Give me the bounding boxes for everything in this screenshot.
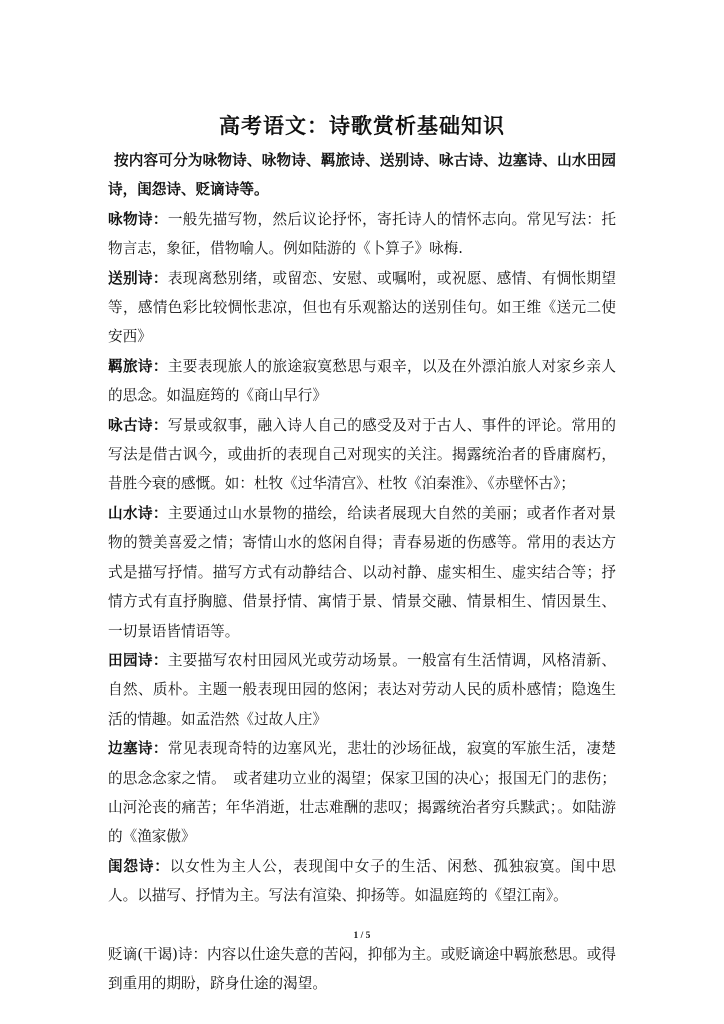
section-term: 山水诗：: [108, 504, 168, 522]
section-biansai: [108, 734, 616, 852]
section-term: 送别诗：: [108, 269, 168, 287]
section-jilv: [108, 352, 616, 411]
section-guiyuan: [108, 852, 616, 911]
section-text: 一般先描写物，然后议论抒怀，寄托诗人的情怀志向。常见写法：托物言志，象征，借物喻人。例如陆游的《卜算子》咏梅.: [108, 210, 616, 258]
section-text: 主要通过山水景物的描绘，给读者展现大自然的美丽；或者作者对景物的赞美喜爱之情；寄情山水的悠闲自得；青春易逝的伤感等。常用的表达方式是描写抒情。描写方式有动静结合、以动衬静、虚实相生、虚实结合等；抒情方式有直抒胸臆、借景抒情、寓情于景、情景交融、情景相生、情因景生、一切景语皆情语等。: [108, 504, 616, 640]
section-term: 咏物诗：: [108, 210, 168, 228]
section-term: 田园诗：: [108, 651, 168, 669]
document-body: [108, 146, 616, 998]
section-text: 常见表现奇特的边塞风光，悲壮的沙场征战，寂寞的军旅生活，凄楚的思念念家之情。 或者建功立业的渴望；保家卫国的决心；报国无门的悲伤；山河沦丧的痛苦；年华消逝，壮志难酬的悲叹；揭露统治者穷兵黩武；。如陆游的《渔家傲》: [108, 740, 616, 846]
section-term: 羁旅诗：: [108, 357, 168, 375]
closing-paragraph: 贬谪(干谒)诗：内容以仕途失意的苦闷，抑郁为主。或贬谪途中羁旅愁思。或得到重用的期盼，跻身仕途的渴望。: [108, 945, 616, 992]
section-term: 咏古诗：: [108, 416, 168, 434]
section-text: 写景或叙事，融入诗人自己的感受及对于古人、事件的评论。常用的写法是借古讽今，或曲折的表现自己对现实的关注。揭露统治者的昏庸腐朽，昔胜今衰的感慨。如：杜牧《过华清宫》、杜牧《泊秦淮》、《赤壁怀古》；: [108, 416, 616, 493]
intro-paragraph: 按内容可分为咏物诗、咏物诗、羁旅诗、送别诗、咏古诗、边塞诗、山水田园诗，闺怨诗、贬谪诗等。: [108, 152, 616, 199]
section-yonggu: [108, 411, 616, 499]
section-yongwu: [108, 205, 616, 264]
section-text: 主要表现旅人的旅途寂寞愁思与艰辛，以及在外漂泊旅人对家乡亲人的思念。如温庭筠的《商山早行》: [108, 357, 616, 405]
section-term: 边塞诗：: [108, 740, 168, 758]
section-shanshui: [108, 499, 616, 646]
section-term: 闺怨诗：: [108, 857, 170, 875]
section-text: 以女性为主人公，表现闺中女子的生活、闲愁、孤独寂寞。闺中思人。以描写、抒情为主。写法有渲染、抑扬等。如温庭筠的《望江南》。: [108, 857, 616, 905]
section-tianyuan: [108, 646, 616, 734]
page-title: 高考语文：诗歌赏析基础知识: [219, 113, 505, 138]
page-number: 1 / 5: [353, 931, 371, 941]
section-text: 表现离愁别绪，或留恋、安慰、或嘱咐，或祝愿、感情、有惆怅期望等，感情色彩比较惆怅悲凉，但也有乐观豁达的送别佳句。如王维《送元二使安西》: [108, 269, 616, 346]
section-songbie: [108, 264, 616, 352]
section-text: 主要描写农村田园风光或劳动场景。一般富有生活情调，风格清新、自然、质朴。主题一般表现田园的悠闲；表达对劳动人民的质朴感情；隐逸生活的情趣。如孟浩然《过故人庄》: [108, 651, 616, 728]
